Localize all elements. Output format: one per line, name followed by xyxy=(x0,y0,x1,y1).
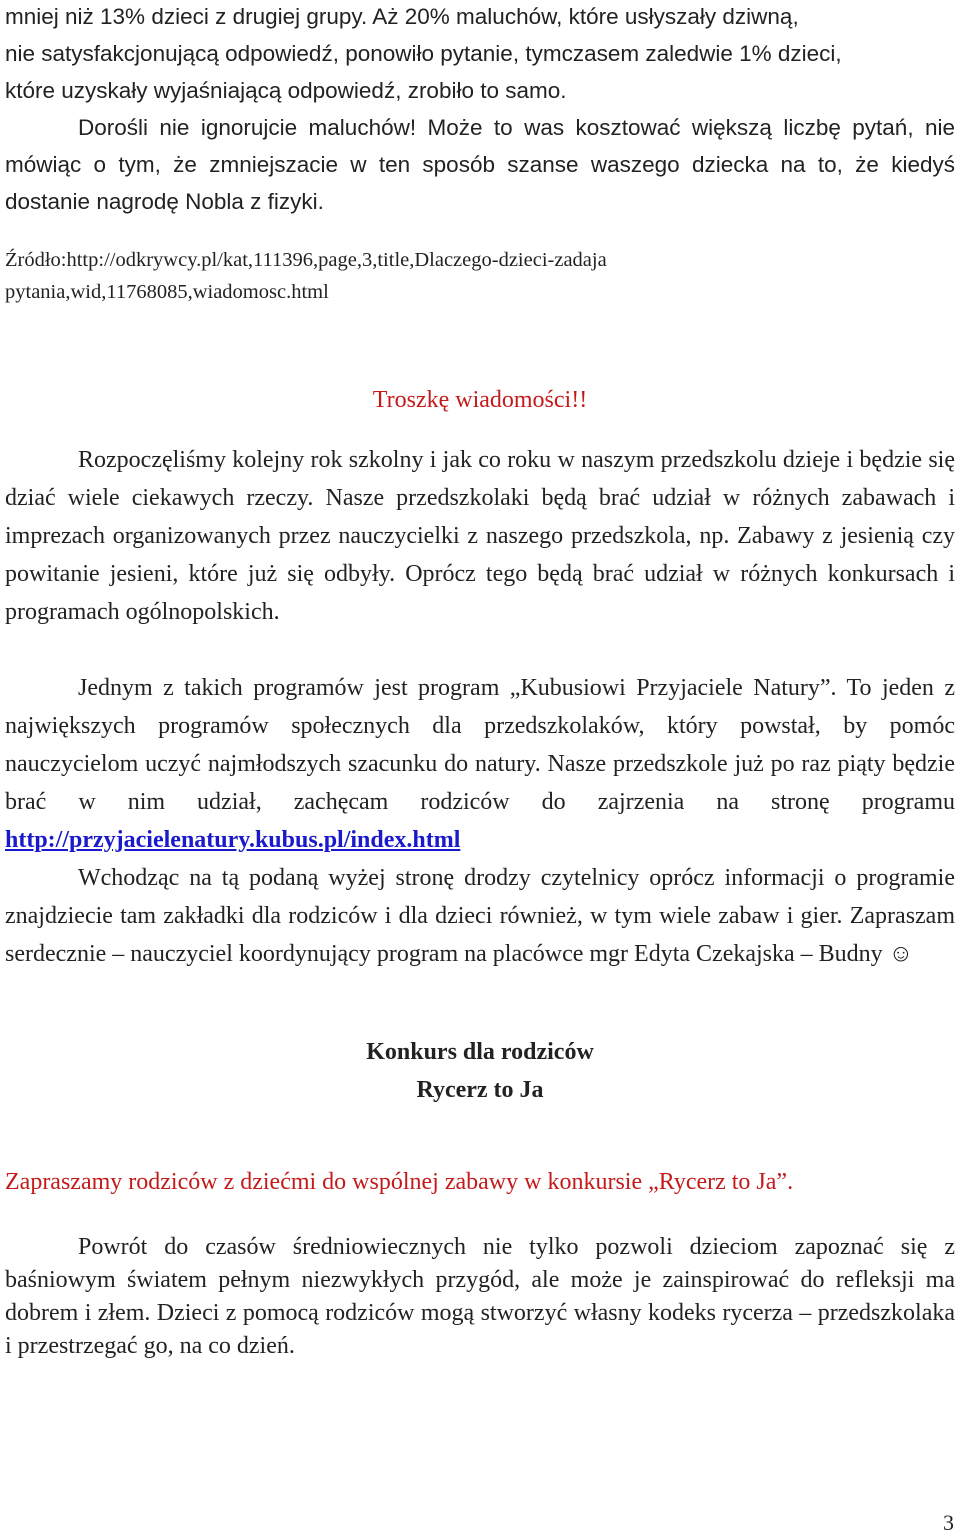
website-text: Wchodząc na tą podaną wyżej stronę drodzy czytelnicy oprócz informacji o programie znajdziecie tam zakładki dla rodziców i dla dzieci również, w tym wiele zabaw i gier. Zapraszam serdecznie – nauczyciel koordynujący program na placówce mgr Edyta Czekajska – Budny xyxy=(5,865,955,967)
program-text: Jednym z takich programów jest program „Kubusiowi Przyjaciele Natury”. To jeden z największych programów społecznych dla przedszkolaków, który powstał, by pomóc nauczycielom uczyć najmłodszych szacunku do natury. Nasze przedszkole już po raz piąty będzie brać w nim udział, zachęcam rodziców do zajrzenia na stronę programu xyxy=(5,675,955,815)
continuation-paragraph xyxy=(5,0,955,109)
page-number: 3 xyxy=(943,1510,954,1535)
website-paragraph xyxy=(5,859,955,973)
continuation-line: które uzyskały wyjaśniającą odpowiedź, zrobiło to samo. xyxy=(5,78,567,103)
contest-heading xyxy=(5,1033,955,1109)
advice-highlight: Dorośli nie ignorujcie maluchów! xyxy=(78,115,417,140)
contest-subtitle: Rycerz to Ja xyxy=(416,1077,544,1103)
program-link[interactable]: http://przyjacielenatury.kubus.pl/index.html xyxy=(5,827,461,853)
program-paragraph xyxy=(5,669,955,859)
advice-paragraph xyxy=(5,109,955,220)
source-line: pytania,wid,11768085,wiadomosc.html xyxy=(5,281,329,303)
source-line: Źródło:http://odkrywcy.pl/kat,111396,page,3,title,Dlaczego-dzieci-zadaja xyxy=(5,249,607,271)
smiley-icon: ☺ xyxy=(888,941,914,967)
school-year-paragraph: Rozpoczęliśmy kolejny rok szkolny i jak co roku w naszym przedszkolu dzieje i będzie się dziać wiele ciekawych rzeczy. Nasze przedszkolaki będą brać udział w różnych zabawach i imprezach organizowanych przez nauczycielki z naszego przedszkola, np. Zabawy z jesienią czy powitanie jesieni, które już się odbyły. Oprócz tego będą brać udział w różnych konkursach i programach ogólnopolskich. xyxy=(5,447,955,625)
advice-text: Może to was kosztować większą liczbę pytań, nie mówiąc o tym, że zmniejszacie w ten sposób szanse waszego dziecka na to, że kiedyś dostanie nagrodę Nobla z fizyki. xyxy=(5,115,955,214)
news-heading: Troszkę wiadomości!! xyxy=(372,387,588,413)
continuation-line: mniej niż 13% dzieci z drugiej grupy. Aż 20% maluchów, które usłyszały dziwną, xyxy=(5,4,799,29)
source-citation xyxy=(5,244,955,308)
contest-title: Konkurs dla rodziców xyxy=(366,1039,594,1065)
contest-paragraph: Powrót do czasów średniowiecznych nie tylko pozwoli dzieciom zapoznać się z baśniowym światem pełnym niezwykłych przygód, ale może je zainspirować do refleksji ma dobrem i złem. Dzieci z pomocą rodziców mogą stworzyć własny kodeks rycerza – przedszkolaka i przestrzegać go, na co dzień. xyxy=(5,1234,955,1359)
contest-invitation: Zapraszamy rodziców z dziećmi do wspólnej zabawy w konkursie „Rycerz to Ja”. xyxy=(5,1169,794,1195)
continuation-line: nie satysfakcjonującą odpowiedź, ponowiło pytanie, tymczasem zaledwie 1% dzieci, xyxy=(5,41,842,66)
